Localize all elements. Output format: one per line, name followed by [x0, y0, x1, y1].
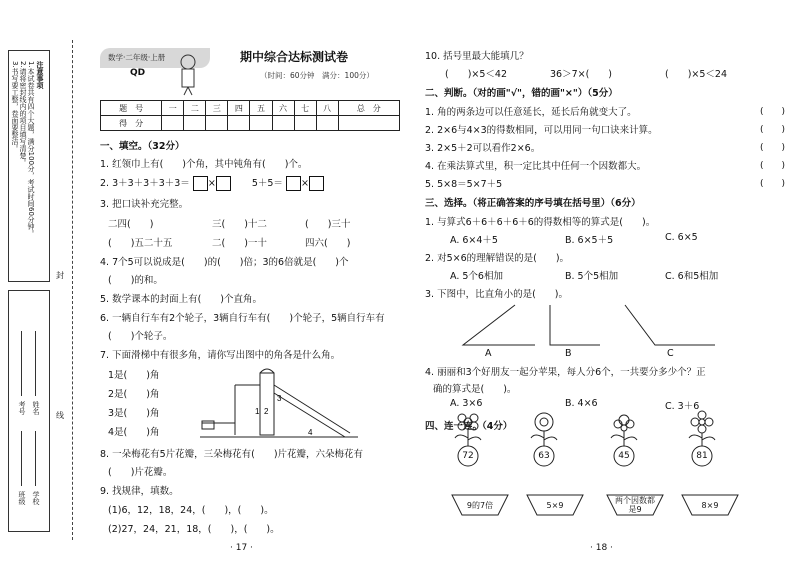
flower-item[interactable]	[601, 410, 647, 470]
left-page	[100, 18, 400, 578]
flower-number: 45	[618, 451, 630, 461]
flower-number: 72	[462, 451, 474, 461]
flower-item[interactable]	[521, 410, 567, 470]
judge-answer[interactable]: ( )	[759, 125, 785, 135]
question-4: 4. 7个5可以说成是( )的( )倍；3的6倍就是( )个	[100, 257, 349, 268]
card-label: 两个因数都是9	[615, 496, 655, 514]
mascot-icon	[174, 52, 202, 96]
field-line	[35, 431, 36, 486]
score-cell: 六	[272, 101, 294, 116]
q3-item: 二( )一十	[212, 238, 267, 249]
field-name: 姓名	[32, 401, 40, 415]
judge-item: 1. 角的两条边可以任意延长，延长后角就变大了。	[425, 107, 637, 118]
score-input[interactable]	[272, 116, 294, 131]
score-header-row	[101, 101, 400, 116]
score-input[interactable]	[206, 116, 228, 131]
judge-item: 5. 5×8＝5×7＋5	[425, 179, 503, 190]
question-8: 8. 一朵梅花有5片花瓣，三朵梅花有( )片花瓣，六朵梅花有	[100, 449, 364, 460]
card-label: 5×9	[546, 501, 564, 510]
flower-item[interactable]	[679, 410, 725, 470]
score-input[interactable]	[250, 116, 272, 131]
flower-item[interactable]	[445, 410, 491, 470]
angle-label: A	[485, 348, 492, 359]
match-card[interactable]	[450, 493, 510, 517]
judge-item: 3. 2×5＋2可以看作2×6。	[425, 143, 541, 154]
flower-number: 81	[696, 451, 708, 461]
q9-item: (2)27，24，21，18，( )，( )。	[108, 524, 280, 535]
question-9: 9. 找规律，填数。	[100, 486, 179, 497]
angle-label: 3	[277, 394, 282, 403]
score-input[interactable]	[316, 116, 338, 131]
choice-question: 1. 与算式6＋6＋6＋6＋6的得数相等的算式是( )。	[425, 217, 656, 228]
score-cell: 一	[162, 101, 184, 116]
judge-answer[interactable]: ( )	[759, 179, 785, 189]
notes-title: 注意事项	[36, 61, 44, 89]
q3-item: ( )五二十五	[108, 238, 173, 249]
flower-icon	[601, 410, 647, 470]
q7-item: 3是( )角	[108, 408, 160, 419]
q10-item: ( )×5＜42	[445, 69, 508, 80]
judge-answer[interactable]: ( )	[759, 161, 785, 171]
card-label: 9的7倍	[466, 501, 494, 510]
choice-option[interactable]: A. 5个6相加	[450, 271, 503, 282]
flower-icon	[521, 410, 567, 470]
choice-option[interactable]: A. 6×4＋5	[450, 235, 498, 246]
match-card[interactable]	[525, 493, 585, 517]
judge-item: 4. 在乘法算式里，积一定比其中任何一个因数都大。	[425, 161, 647, 172]
question-7: 7. 下面滑梯中有很多角，请你写出图中的角各是什么角。	[100, 350, 341, 361]
seal-line	[72, 40, 73, 540]
badge-code: QD	[130, 68, 146, 78]
score-cell: 五	[250, 101, 272, 116]
choice-option[interactable]: B. 5个5相加	[565, 271, 619, 282]
question-2-text-b: 5＋5＝	[251, 178, 283, 189]
score-input[interactable]	[338, 116, 399, 131]
choice-option[interactable]: B. 4×6	[565, 398, 598, 409]
field-line	[21, 431, 22, 486]
question-2: 2. 3＋3＋3＋3＋3＝ × 5＋5＝ ×	[100, 175, 324, 191]
q7-item: 2是( )角	[108, 389, 160, 400]
angle-label: 4	[308, 428, 313, 437]
seal-label: 封	[56, 271, 64, 280]
note-3: 3.书写要工整，卷面要整洁。	[11, 61, 19, 152]
section-3-title: 三、选择。（将正确答案的序号填在括号里）（6分）	[425, 198, 641, 209]
angle-label: B	[565, 348, 572, 359]
choice-option[interactable]: C. 6×5	[665, 232, 698, 243]
field-school: 学校	[32, 491, 40, 505]
section-4-title: 四、连一连。（4分）	[425, 421, 513, 432]
question-3: 3. 把口诀补充完整。	[100, 199, 189, 210]
q3-item: 三( )十二	[212, 219, 267, 230]
score-cell: 八	[316, 101, 338, 116]
score-cell: 总 分	[338, 101, 399, 116]
question-10: 10. 括号里最大能填几？	[425, 51, 529, 62]
question-2-text-a: 2. 3＋3＋3＋3＋3＝	[100, 178, 190, 189]
q7-item: 1是( )角	[108, 370, 160, 381]
page-number: · 18 ·	[590, 543, 613, 553]
choice-option[interactable]: C. 6和5相加	[665, 271, 719, 282]
question-4-cont: ( )的和。	[108, 275, 163, 286]
q7-item: 4是( )角	[108, 427, 160, 438]
answer-box[interactable]	[309, 176, 324, 191]
score-row	[101, 116, 400, 131]
question-5: 5. 数学课本的封面上有( )个直角。	[100, 294, 262, 305]
page-title: 期中综合达标测试卷	[240, 50, 349, 64]
choice-question: 3. 下图中，比直角小的是( )。	[425, 289, 568, 300]
q10-item: 36＞7×( )	[550, 69, 613, 80]
question-8-cont: ( )片花瓣。	[108, 467, 173, 478]
choice-question-cont: 确的算式是( )。	[433, 384, 517, 395]
match-card[interactable]	[680, 493, 740, 517]
choice-question: 2. 对5×6的理解错误的是( )。	[425, 253, 570, 264]
notes-box	[8, 50, 50, 282]
slide-figure	[200, 363, 360, 441]
q9-item: (1)6，12，18，24，( )，( )。	[108, 505, 274, 516]
score-cell: 四	[228, 101, 250, 116]
choice-option[interactable]: A. 3×6	[450, 398, 483, 409]
page-number: · 17 ·	[230, 543, 253, 553]
q3-item: 二四( )	[108, 219, 154, 230]
score-cell: 题 号	[101, 101, 162, 116]
match-card[interactable]	[605, 493, 665, 517]
note-2: 2.请将密封线内的项目填写清楚。	[19, 61, 27, 166]
angle-label: 1	[255, 407, 260, 416]
flower-icon	[679, 410, 725, 470]
section-2-title: 二、判断。（对的画"√"，错的画"×"）（5分）	[425, 88, 618, 99]
judge-answer[interactable]: ( )	[759, 107, 785, 117]
score-input[interactable]	[162, 116, 184, 131]
judge-answer[interactable]: ( )	[759, 143, 785, 153]
choice-option[interactable]: B. 6×5＋5	[565, 235, 614, 246]
card-label: 8×9	[701, 501, 719, 510]
info-box	[8, 290, 50, 532]
score-cell: 三	[206, 101, 228, 116]
score-input[interactable]	[184, 116, 206, 131]
binder-strip	[8, 30, 68, 550]
answer-box[interactable]	[216, 176, 231, 191]
answer-box[interactable]	[286, 176, 301, 191]
score-table	[100, 100, 400, 131]
angle-label: 2	[264, 407, 269, 416]
question-1: 1. 红领巾上有( )个角，其中钝角有( )个。	[100, 159, 308, 170]
note-1: 1.本试卷共有四个大题，满分100分，考试时间60分钟。	[27, 61, 35, 237]
score-cell: 七	[294, 101, 316, 116]
score-cell: 二	[184, 101, 206, 116]
field-line	[35, 331, 36, 396]
score-input[interactable]	[294, 116, 316, 131]
field-class: 班级	[18, 491, 26, 505]
q3-item: 四六( )	[305, 238, 351, 249]
choice-option[interactable]: C. 3＋6	[665, 401, 700, 412]
flower-number: 63	[538, 451, 550, 461]
angle-label: C	[667, 348, 674, 359]
q3-item: ( )三十	[305, 219, 351, 230]
section-1-title: 一、填空。（32分）	[100, 141, 185, 152]
right-page	[425, 18, 785, 578]
flower-icon	[445, 410, 491, 470]
score-input[interactable]	[228, 116, 250, 131]
answer-box[interactable]	[193, 176, 208, 191]
field-line	[21, 331, 22, 396]
score-cell: 得 分	[101, 116, 162, 131]
page-subtitle: （时间：60分钟 满分：100分）	[260, 71, 374, 80]
q10-item: ( )×5＜24	[665, 69, 728, 80]
question-6-cont: ( )个轮子。	[108, 331, 173, 342]
line-label: 线	[56, 411, 64, 420]
grade-badge-text: 数学·二年级·上册	[108, 53, 166, 62]
header	[100, 18, 400, 78]
judge-item: 2. 2×6与4×3的得数相同，可以用同一句口诀来计算。	[425, 125, 658, 136]
question-6: 6. 一辆自行车有2个轮子，3辆自行车有( )个轮子，5辆自行车有	[100, 313, 385, 324]
choice-question: 4. 丽丽和3个好朋友一起分苹果，每人分6个，一共要分多少个？正	[425, 367, 706, 378]
field-number: 考号	[18, 401, 26, 415]
